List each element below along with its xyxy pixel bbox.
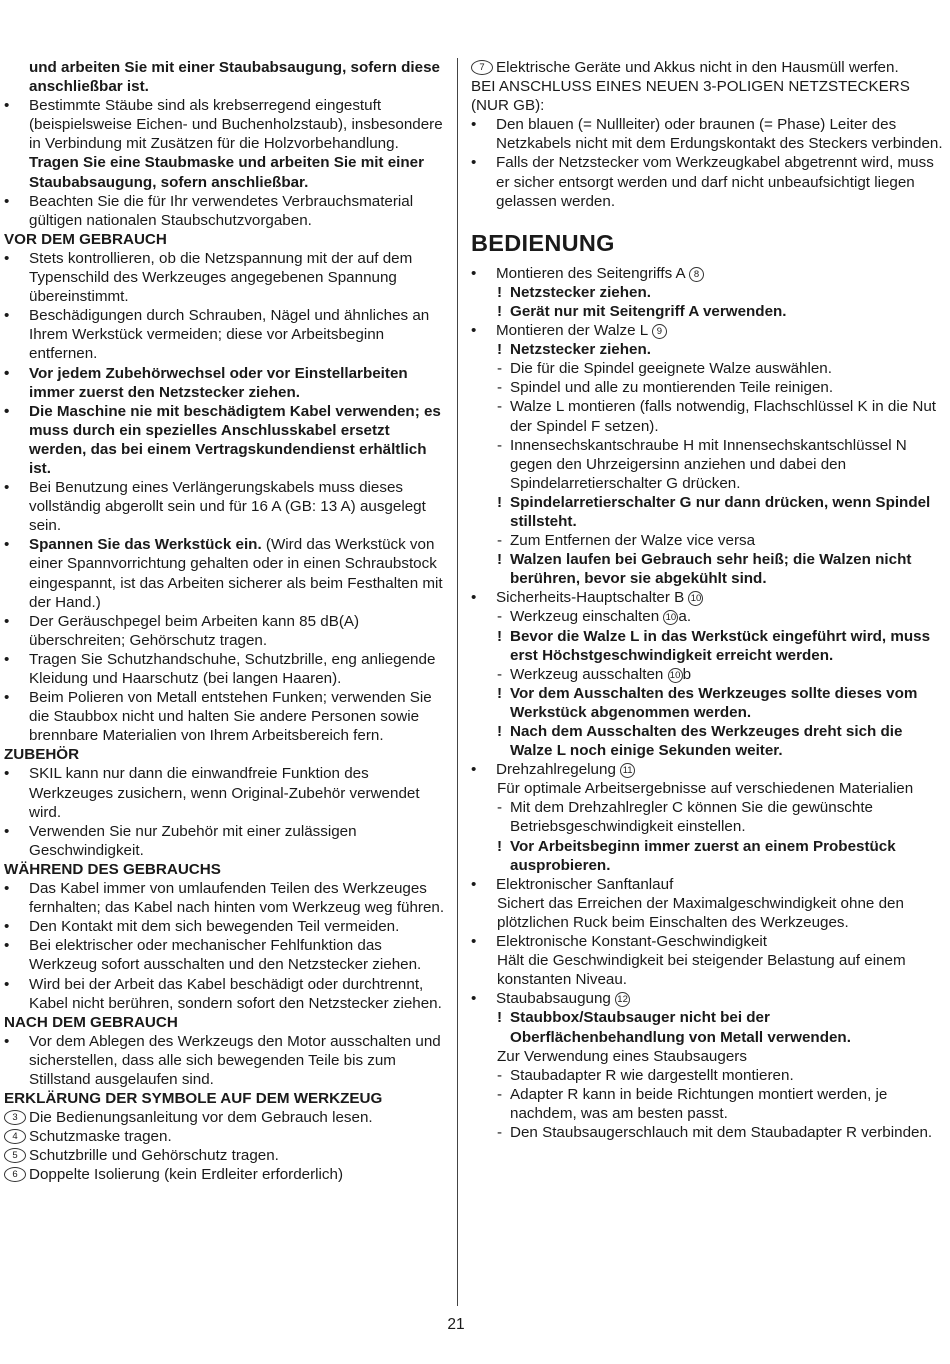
circled-number-icon: 11 <box>620 763 635 778</box>
circled-number-icon: 10 <box>688 591 703 606</box>
list-item: • Beschädigungen durch Schrauben, Nägel und ähnliches an Ihrem Werkstück vermeiden; diese vor Arbeitsbeginn entfernen. <box>4 307 430 363</box>
warning-icon: ! <box>497 723 503 740</box>
warning-item: ! Vor Arbeitsbeginn immer zuerst an einem Probestück ausprobieren. <box>497 837 896 874</box>
list-item: • Bei Benutzung eines Verlängerungskabels muss dieses vollständig abgerollt sein und für 16 A (GB: 13 A) ausgelegt sein. <box>4 479 426 535</box>
section-heading: ERKLÄRUNG DER SYMBOLE AUF DEM WERKZEUG <box>4 1090 383 1108</box>
warning-item: ! Netzstecker ziehen. <box>497 283 651 301</box>
circled-number-icon: 3 <box>4 1110 26 1125</box>
list-item: • Den blauen (= Nullleiter) oder braunen (= Phase) Leiter des Netzkabels nicht mit dem Erdungskontakt des Steckers verbinden. <box>471 116 943 153</box>
dash: - <box>497 1123 503 1141</box>
bullet: • <box>4 97 10 115</box>
warning-item: ! Netzstecker ziehen. <box>497 341 651 359</box>
list-item: • Vor dem Ablegen des Werkzeugs den Motor ausschalten und sicherstellen, dass alle sich bewegenden Teile bis zum Stillstand ausgelaufen sind. <box>4 1032 441 1088</box>
warning-icon: ! <box>497 341 503 359</box>
item-description: Sichert das Erreichen der Maximalgeschwindigkeit ohne den plötzlichen Ruck beim Einschalten des Werkzeuges. <box>497 894 904 931</box>
bullet: • <box>471 990 477 1008</box>
warning-icon: ! <box>497 1009 503 1027</box>
list-item: • Beachten Sie die für Ihr verwendetes Verbrauchsmaterial gültigen nationalen Staubschutzvorgaben. <box>4 192 414 229</box>
circled-number-icon: 6 <box>4 1167 26 1182</box>
dash: - <box>497 360 503 378</box>
section-heading: WÄHREND DES GEBRAUCHS <box>4 860 221 878</box>
bullet: • <box>4 364 10 382</box>
step-item: - Mit dem Drehzahlregler C können Sie die gewünschte Betriebsgeschwindigkeit einstellen. <box>497 799 874 836</box>
list-item: • Verwenden Sie nur Zubehör mit einer zulässigen Geschwindigkeit. <box>4 822 357 859</box>
step-item: - Zum Entfernen der Walze vice versa <box>497 532 756 550</box>
bullet: • <box>4 612 10 630</box>
bullet: • <box>4 307 10 325</box>
list-item: • Bestimmte Stäube sind als krebserregend eingestuft (beispielsweise Eichen- und Buchenholzstaub), insbesondere in Verbindung mit Zusätzen für die Holzvorbehandlung. Tragen Sie eine Staubmaske und arbeiten Sie mit einer Staubabsaugung, sofern anschließbar. <box>4 97 443 191</box>
bullet: • <box>4 1032 10 1050</box>
section-heading: NACH DEM GEBRAUCH <box>4 1013 178 1031</box>
circled-number-icon: 10 <box>663 610 678 625</box>
item-description: Für optimale Arbeitsergebnisse auf verschiedenen Materialien <box>497 780 914 798</box>
list-item: • Wird bei der Arbeit das Kabel beschädigt oder durchtrennt, Kabel nicht berühren, sondern sofort den Netzstecker ziehen. <box>4 975 442 1012</box>
bullet: • <box>4 536 10 554</box>
circled-number-icon: 4 <box>4 1129 26 1144</box>
bullet: • <box>471 264 477 282</box>
item-description: Hält die Geschwindigkeit bei steigender Belastung auf einem konstanten Niveau. <box>497 952 906 989</box>
warning-item: ! Walzen laufen bei Gebrauch sehr heiß; die Walzen nicht berühren, bevor sie abgekühlt sind. <box>497 551 912 588</box>
step-item: - Innensechskantschraube H mit Innensechskantschlüssel N gegen den Uhrzeigersinn anziehen und dabei den Spindelarretierschalter G drücken. <box>497 436 907 492</box>
item-description: Zur Verwendung eines Staubsaugers <box>497 1047 747 1065</box>
left-column <box>4 58 446 1185</box>
list-item: und arbeiten Sie mit einer Staubabsaugung, sofern diese anschließbar ist. <box>29 59 440 96</box>
bullet: • <box>4 765 10 783</box>
warning-icon: ! <box>497 551 503 569</box>
step-item: - Adapter R kann in beide Richtungen montiert werden, je nachdem, was am besten passt. <box>497 1085 888 1122</box>
list-item: • Drehzahlregelung 11 <box>471 760 943 779</box>
list-item: • Vor jedem Zubehörwechsel oder vor Einstellarbeiten immer zuerst den Netzstecker ziehen. <box>4 364 408 401</box>
list-item: • Beim Polieren von Metall entstehen Funken; verwenden Sie die Staubbox nicht und halten Sie andere Personen sowie brennbare Materialien von Ihrem Arbeitsbereich fern. <box>4 689 432 745</box>
bullet: • <box>4 880 10 898</box>
bullet: • <box>471 589 477 607</box>
list-item: • Spannen Sie das Werkstück ein. (Wird das Werkstück von einer Spannvorrichtung gehalten oder in einen Schraubstock eingespannt, ist das Arbeiten sicherer als beim Festhalten mit der Hand.) <box>4 536 443 611</box>
column-divider <box>457 58 458 1306</box>
step-item: - Staubadapter R wie dargestellt montieren. <box>497 1066 794 1084</box>
list-item: • Elektronische Konstant-Geschwindigkeit <box>471 933 767 951</box>
warning-item: ! Gerät nur mit Seitengriff A verwenden. <box>497 302 787 320</box>
step-item: - Werkzeug ausschalten 10 b <box>497 665 692 683</box>
symbol-item: 7 Elektrische Geräte und Akkus nicht in den Hausmüll werfen. <box>471 58 943 77</box>
dash: - <box>497 665 503 683</box>
bullet: • <box>471 322 477 340</box>
list-item: • Tragen Sie Schutzhandschuhe, Schutzbrille, eng anliegende Kleidung und Haarschutz (bei langen Haaren). <box>4 650 436 687</box>
warning-item: ! Spindelarretierschalter G nur dann drücken, wenn Spindel stillsteht. <box>497 493 931 530</box>
warning-icon: ! <box>497 627 503 645</box>
dash: - <box>497 1066 503 1084</box>
bullet: • <box>471 116 477 134</box>
warning-icon: ! <box>497 283 503 301</box>
warning-item: ! Vor dem Ausschalten des Werkzeuges sollte dieses vom Werkstück abgenommen werden. <box>497 684 918 721</box>
circled-number-icon: 9 <box>652 324 667 339</box>
bullet: • <box>471 761 477 779</box>
list-item: • Montieren des Seitengriffs A 8 <box>471 264 943 283</box>
warning-icon: ! <box>497 302 503 320</box>
bullet: • <box>4 479 10 497</box>
dash: - <box>497 799 503 817</box>
list-item: • Falls der Netzstecker vom Werkzeugkabel abgetrennt wird, muss er sicher entsorgt werden und darf nicht unbeaufsichtigt liegen gelassen werden. <box>471 154 934 210</box>
circled-number-icon: 10 <box>668 668 683 683</box>
section-heading: ZUBEHÖR <box>4 746 80 764</box>
list-item: • Elektronischer Sanftanlauf <box>471 875 674 893</box>
circled-number-icon: 5 <box>4 1148 26 1163</box>
warning-icon: ! <box>497 837 503 855</box>
bullet: • <box>4 822 10 840</box>
right-column <box>471 58 943 1142</box>
warning-icon: ! <box>497 684 503 702</box>
symbol-item: 4 Schutzmaske tragen. <box>4 1127 446 1146</box>
list-item: • Der Geräuschpegel beim Arbeiten kann 85 dB(A) überschreiten; Gehörschutz tragen. <box>4 612 360 649</box>
bullet: • <box>4 937 10 955</box>
symbol-item: 5 Schutzbrille und Gehörschutz tragen. <box>4 1146 446 1165</box>
bullet: • <box>4 249 10 267</box>
bullet: • <box>471 875 477 893</box>
symbol-item: 3 Die Bedienungsanleitung vor dem Gebrauch lesen. <box>4 1108 446 1127</box>
bullet: • <box>4 918 10 936</box>
bullet: • <box>4 650 10 668</box>
step-item: - Den Staubsaugerschlauch mit dem Staubadapter R verbinden. <box>497 1123 933 1141</box>
dash: - <box>497 1085 503 1103</box>
warning-item: ! Nach dem Ausschalten des Werkzeuges dreht sich die Walze L noch einige Sekunden weiter. <box>497 723 903 760</box>
bullet: • <box>4 975 10 993</box>
symbol-item: 6 Doppelte Isolierung (kein Erdleiter erforderlich) <box>4 1165 446 1184</box>
circled-number-icon: 8 <box>689 267 704 282</box>
list-item: • Die Maschine nie mit beschädigtem Kabel verwenden; es muss durch ein spezielles Anschlusskabel ersetzt werden, das bei einem Vertragskundendienst erhältlich ist. <box>4 402 441 477</box>
circled-number-icon: 12 <box>615 992 630 1007</box>
dash: - <box>497 398 503 416</box>
section-heading: VOR DEM GEBRAUCH <box>4 230 167 248</box>
main-heading: BEDIENUNG <box>471 229 615 256</box>
step-item: - Die für die Spindel geeignete Walze auswählen. <box>497 360 832 378</box>
bullet: • <box>4 192 10 210</box>
list-item: • SKIL kann nur dann die einwandfreie Funktion des Werkzeuges zusichern, wenn Original-Zubehör verwendet wird. <box>4 765 420 821</box>
list-item: • Das Kabel immer von umlaufenden Teilen des Werkzeuges fernhalten; das Kabel nach hinten vom Werkzeug weg führen. <box>4 880 445 917</box>
page-number: 21 <box>447 1316 465 1333</box>
list-item: • Montieren der Walze L 9 <box>471 321 943 340</box>
dash: - <box>497 608 503 626</box>
bullet: • <box>4 689 10 707</box>
list-item: • Den Kontakt mit dem sich bewegenden Teil vermeiden. <box>4 918 400 936</box>
list-item: • Bei elektrischer oder mechanischer Fehlfunktion das Werkzeug sofort ausschalten und den Netzstecker ziehen. <box>4 937 422 974</box>
step-item: - Spindel und alle zu montierenden Teile reinigen. <box>497 379 834 397</box>
warning-icon: ! <box>497 493 503 511</box>
bullet: • <box>471 933 477 951</box>
warning-item: ! Staubbox/Staubsauger nicht bei der Oberflächenbehandlung von Metall verwenden. <box>497 1009 851 1046</box>
list-item: • Sicherheits-Hauptschalter B 10 <box>471 588 943 607</box>
step-item: - Walze L montieren (falls notwendig, Flachschlüssel K in die Nut der Spindel F setzen). <box>497 398 937 435</box>
bullet: • <box>471 154 477 172</box>
dash: - <box>497 436 503 454</box>
dash: - <box>497 379 503 397</box>
step-item: - Werkzeug einschalten 10 a. <box>497 608 692 626</box>
list-item: • Stets kontrollieren, ob die Netzspannung mit der auf dem Typenschild des Werkzeuges angegebenen Spannung übereinstimmt. <box>4 249 413 306</box>
circled-number-icon: 7 <box>471 60 493 75</box>
gb-plug-heading: BEI ANSCHLUSS EINES NEUEN 3-POLIGEN NETZSTECKERS (NUR GB): <box>471 78 910 115</box>
dash: - <box>497 532 503 550</box>
bullet: • <box>4 402 10 420</box>
warning-item: ! Bevor die Walze L in das Werkstück eingeführt wird, muss erst Höchstgeschwindigkeit erreicht werden. <box>497 627 931 664</box>
list-item: • Staubabsaugung 12 <box>471 989 943 1008</box>
